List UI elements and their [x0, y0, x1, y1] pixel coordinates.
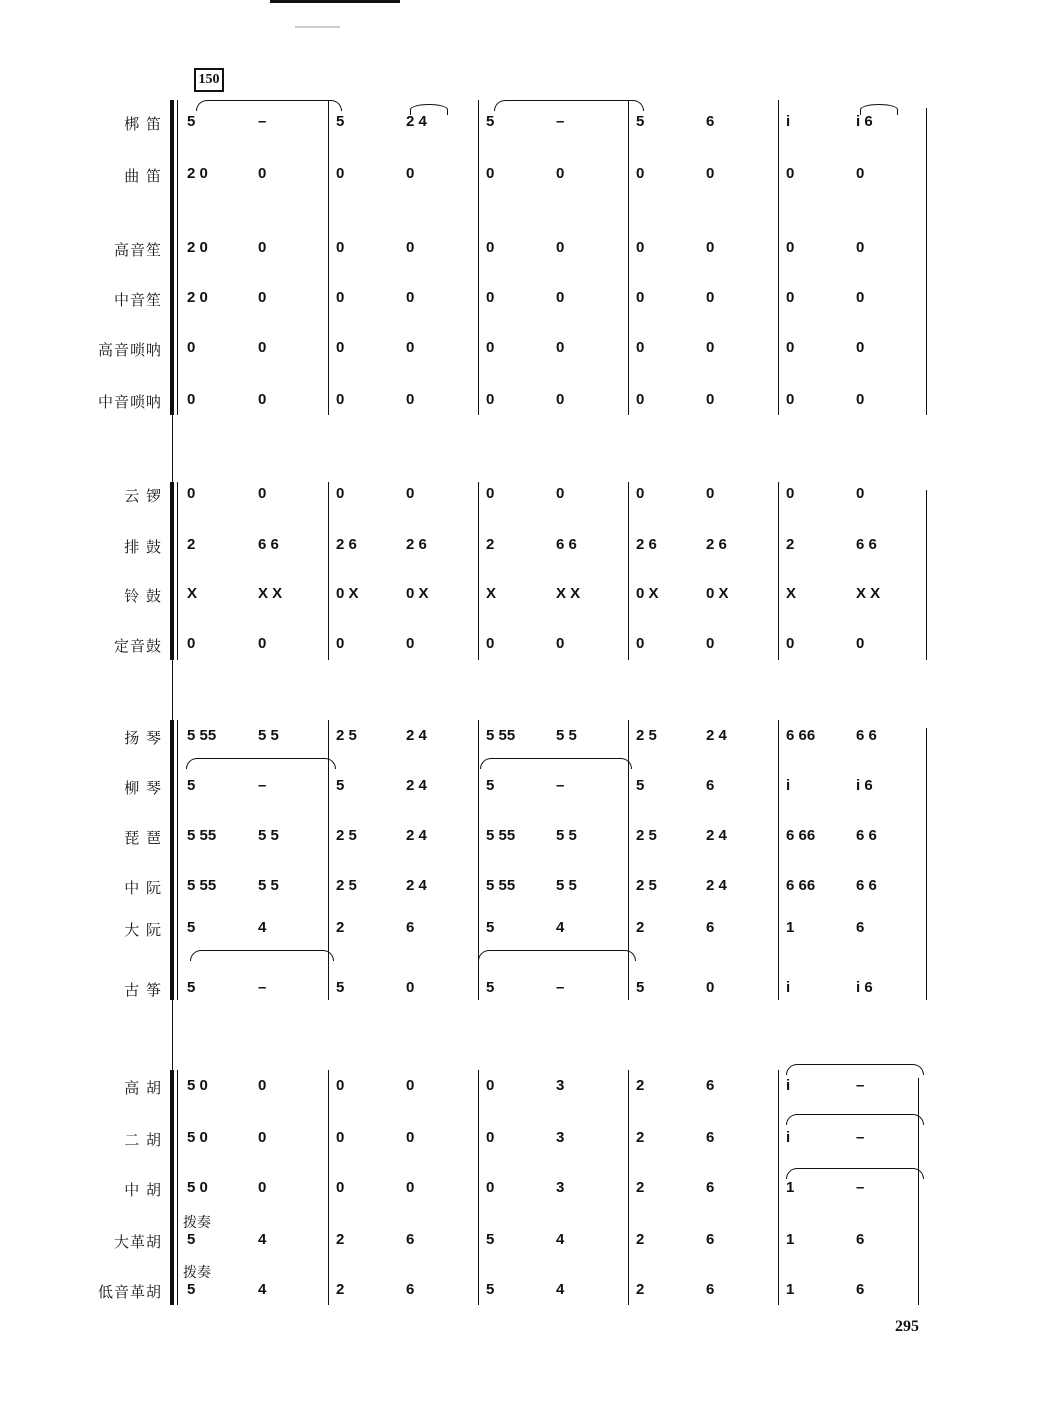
note-cell: 0	[706, 391, 715, 408]
note-cell: 5	[486, 919, 495, 936]
instrument-label: 曲 笛	[124, 167, 162, 185]
note-cell: 6 6	[556, 536, 577, 553]
note-cell: 0	[258, 165, 267, 182]
note-cell: 0	[636, 239, 645, 256]
note-cell: 0	[556, 239, 565, 256]
barline-end	[926, 490, 927, 660]
instrument-label: 柳 琴	[124, 779, 162, 797]
barline-end	[926, 108, 927, 415]
note-cell: 0	[486, 635, 495, 652]
note-cell: –	[856, 1179, 865, 1196]
note-cell: 0	[636, 289, 645, 306]
note-cell: 4	[258, 1281, 267, 1298]
note-cell: 6 66	[786, 727, 816, 744]
note-cell: 0	[636, 391, 645, 408]
note-cell: 2 5	[336, 727, 357, 744]
note-cell: X X	[856, 585, 881, 602]
note-cell: 0	[187, 391, 196, 408]
instrument-label: 高音笙	[113, 241, 162, 259]
note-cell: 0 X	[636, 585, 659, 602]
note-cell: 0	[636, 339, 645, 356]
note-cell: 0	[786, 165, 795, 182]
note-cell: 5 5	[556, 877, 577, 894]
note-cell: 6 6	[856, 536, 877, 553]
note-cell: 5	[336, 979, 345, 996]
note-cell: –	[556, 979, 565, 996]
note-cell: 6	[706, 1179, 715, 1196]
note-cell: 6	[706, 1129, 715, 1146]
note-cell: 0	[556, 165, 565, 182]
note-cell: 5 5	[258, 877, 279, 894]
instrument-label: 梆 笛	[124, 115, 162, 133]
note-cell: 0	[706, 339, 715, 356]
note-cell: 0	[706, 289, 715, 306]
note-cell: 5	[486, 1281, 495, 1298]
note-cell: i	[786, 1129, 791, 1146]
note-cell: 0	[258, 239, 267, 256]
note-cell: 0	[336, 635, 345, 652]
instrument-label: 低音革胡	[97, 1283, 162, 1301]
note-cell: 0	[187, 485, 196, 502]
note-cell: 6	[706, 919, 715, 936]
note-cell: 1	[786, 1231, 795, 1248]
barline	[328, 482, 329, 660]
note-cell: 2 4	[706, 827, 727, 844]
note-cell: 0	[486, 289, 495, 306]
note-cell: 0	[786, 391, 795, 408]
note-cell: –	[258, 777, 267, 794]
group-bracket-line	[177, 482, 178, 660]
instrument-label: 云 锣	[124, 487, 162, 505]
note-cell: 5	[636, 777, 645, 794]
slur-mark	[786, 1168, 924, 1179]
barline-end	[918, 1078, 919, 1305]
barline	[778, 1070, 779, 1305]
slur-mark	[190, 950, 334, 961]
note-cell: 0	[406, 1179, 415, 1196]
note-cell: 0	[336, 165, 345, 182]
note-cell: 5	[636, 113, 645, 130]
note-cell: 0	[406, 289, 415, 306]
instrument-label: 古 筝	[124, 981, 162, 999]
slur-mark	[196, 100, 342, 111]
note-cell: 3	[556, 1077, 565, 1094]
header-rule	[270, 0, 400, 3]
note-cell: 0	[258, 485, 267, 502]
group-bracket-line	[177, 720, 178, 1000]
note-cell: X X	[556, 585, 581, 602]
instrument-label: 高音唢呐	[97, 341, 162, 359]
note-cell: 0	[486, 1179, 495, 1196]
note-cell: 5	[187, 1281, 196, 1298]
instrument-label: 扬 琴	[124, 729, 162, 747]
note-cell: 5	[636, 979, 645, 996]
note-cell: 0	[486, 391, 495, 408]
note-cell: –	[258, 979, 267, 996]
note-cell: 0	[336, 1129, 345, 1146]
note-cell: 6 6	[856, 827, 877, 844]
note-cell: 0	[258, 1179, 267, 1196]
note-cell: 0	[258, 391, 267, 408]
note-cell: 5	[336, 777, 345, 794]
instrument-label: 铃 鼓	[124, 587, 162, 605]
note-cell: 0	[706, 979, 715, 996]
note-cell: 0	[187, 339, 196, 356]
note-cell: 0	[486, 1077, 495, 1094]
note-cell: 4	[258, 919, 267, 936]
note-cell: 6	[856, 1231, 865, 1248]
tie-mark	[860, 104, 898, 115]
note-cell: 0	[486, 339, 495, 356]
note-cell: 1	[786, 1179, 795, 1196]
note-cell: 0	[258, 1077, 267, 1094]
instrument-label: 中 阮	[124, 879, 162, 897]
note-cell: 0	[856, 289, 865, 306]
barline	[628, 1070, 629, 1305]
note-cell: 2	[636, 1231, 645, 1248]
note-cell: 6	[406, 1281, 415, 1298]
note-cell: 6	[706, 777, 715, 794]
note-cell: 5	[187, 1231, 196, 1248]
note-cell: 0	[856, 165, 865, 182]
note-cell: 5	[187, 919, 196, 936]
note-cell: 0	[336, 485, 345, 502]
note-cell: –	[856, 1077, 865, 1094]
note-cell: 6 66	[786, 877, 816, 894]
note-cell: 0	[486, 165, 495, 182]
note-cell: 0 X	[406, 585, 429, 602]
note-cell: 2 6	[406, 536, 427, 553]
note-cell: 2 4	[406, 777, 427, 794]
note-cell: X	[187, 585, 198, 602]
note-cell: 2 0	[187, 165, 208, 182]
note-cell: –	[556, 777, 565, 794]
note-cell: 2 0	[187, 289, 208, 306]
slur-mark	[478, 950, 636, 961]
note-cell: 0 X	[706, 585, 729, 602]
note-cell: 0	[786, 289, 795, 306]
note-cell: 5	[486, 777, 495, 794]
note-cell: 4	[258, 1231, 267, 1248]
note-cell: 2	[336, 1281, 345, 1298]
group-bracket	[170, 100, 174, 415]
note-cell: i	[786, 979, 791, 996]
note-cell: 0	[636, 485, 645, 502]
note-cell: 0	[486, 239, 495, 256]
note-cell: 0	[556, 339, 565, 356]
note-cell: 5	[486, 1231, 495, 1248]
slur-mark	[786, 1064, 924, 1075]
note-cell: 0	[636, 635, 645, 652]
note-cell: 4	[556, 919, 565, 936]
note-cell: 4	[556, 1231, 565, 1248]
note-cell: 5 5	[556, 727, 577, 744]
note-cell: 5 5	[556, 827, 577, 844]
scan-smudge	[295, 26, 340, 28]
note-cell: 2	[636, 1129, 645, 1146]
slur-mark	[480, 758, 632, 769]
note-cell: 0	[706, 635, 715, 652]
note-cell: 6 6	[856, 727, 877, 744]
note-cell: 0	[336, 1077, 345, 1094]
barline	[628, 482, 629, 660]
note-cell: 5 0	[187, 1129, 208, 1146]
note-cell: i	[786, 777, 791, 794]
note-cell: 6	[856, 1281, 865, 1298]
note-cell: 5 5	[258, 727, 279, 744]
note-cell: X X	[258, 585, 283, 602]
note-cell: 0	[856, 485, 865, 502]
instrument-label: 琵 琶	[124, 829, 162, 847]
note-cell: 5	[187, 777, 196, 794]
note-cell: 2 0	[187, 239, 208, 256]
pizzicato-label: 拨奏	[183, 1265, 211, 1281]
instrument-label: 中音唢呐	[97, 393, 162, 411]
note-cell: –	[258, 113, 267, 130]
slur-mark	[186, 758, 336, 769]
note-cell: 0	[706, 485, 715, 502]
barline	[778, 720, 779, 1000]
note-cell: 5 5	[258, 827, 279, 844]
note-cell: 2 5	[336, 877, 357, 894]
note-cell: 2 5	[636, 827, 657, 844]
note-cell: 0	[486, 485, 495, 502]
note-cell: 2	[786, 536, 795, 553]
barline	[478, 482, 479, 660]
note-cell: 2	[636, 919, 645, 936]
pizzicato-label: 拨奏	[183, 1215, 211, 1231]
barline	[778, 482, 779, 660]
note-cell: 0	[187, 635, 196, 652]
note-cell: 5	[486, 979, 495, 996]
note-cell: 0	[406, 635, 415, 652]
note-cell: 6	[406, 1231, 415, 1248]
note-cell: 5	[486, 113, 495, 130]
note-cell: i 6	[856, 777, 873, 794]
note-cell: 5	[187, 979, 196, 996]
note-cell: 6	[706, 1281, 715, 1298]
note-cell: 0	[636, 165, 645, 182]
instrument-label: 排 鼓	[124, 538, 162, 556]
instrument-label: 定音鼓	[113, 637, 162, 655]
barline	[478, 100, 479, 415]
barline	[478, 1070, 479, 1305]
note-cell: 0	[486, 1129, 495, 1146]
note-cell: 2	[486, 536, 495, 553]
note-cell: 5 55	[486, 877, 516, 894]
instrument-label: 中音笙	[113, 291, 162, 309]
note-cell: 2	[636, 1281, 645, 1298]
note-cell: 2 4	[406, 877, 427, 894]
note-cell: 2	[187, 536, 196, 553]
note-cell: 2	[336, 919, 345, 936]
note-cell: 0	[406, 339, 415, 356]
note-cell: i 6	[856, 979, 873, 996]
note-cell: 2	[336, 1231, 345, 1248]
note-cell: 5	[187, 113, 196, 130]
note-cell: 0	[856, 239, 865, 256]
note-cell: 2 4	[406, 727, 427, 744]
note-cell: 2 6	[636, 536, 657, 553]
note-cell: 6	[706, 113, 715, 130]
note-cell: 1	[786, 1281, 795, 1298]
note-cell: i	[786, 113, 791, 130]
note-cell: 0	[556, 289, 565, 306]
group-bracket	[170, 1070, 174, 1305]
note-cell: 2 4	[406, 113, 427, 130]
note-cell: 2 6	[706, 536, 727, 553]
note-cell: 0	[706, 239, 715, 256]
note-cell: 6 66	[786, 827, 816, 844]
note-cell: 0	[556, 391, 565, 408]
note-cell: 5 55	[486, 827, 516, 844]
note-cell: 2 4	[706, 727, 727, 744]
rehearsal-mark: 150	[194, 68, 224, 92]
note-cell: 6	[856, 919, 865, 936]
note-cell: i	[786, 1077, 791, 1094]
note-cell: 6 6	[258, 536, 279, 553]
note-cell: 6 6	[856, 877, 877, 894]
note-cell: 0	[336, 1179, 345, 1196]
note-cell: 0	[856, 339, 865, 356]
barline	[328, 1070, 329, 1305]
note-cell: 0 X	[336, 585, 359, 602]
note-cell: 2	[636, 1077, 645, 1094]
note-cell: 0	[786, 339, 795, 356]
system-line	[172, 415, 173, 1070]
note-cell: X	[486, 585, 497, 602]
note-cell: 1	[786, 919, 795, 936]
note-cell: –	[556, 113, 565, 130]
note-cell: i 6	[856, 113, 873, 130]
note-cell: 0	[786, 485, 795, 502]
note-cell: 0	[336, 239, 345, 256]
note-cell: 0	[406, 239, 415, 256]
note-cell: –	[856, 1129, 865, 1146]
note-cell: 0	[856, 391, 865, 408]
instrument-label: 大 阮	[124, 921, 162, 939]
note-cell: 6	[706, 1077, 715, 1094]
note-cell: 2	[636, 1179, 645, 1196]
note-cell: 0	[786, 635, 795, 652]
note-cell: 0	[406, 165, 415, 182]
note-cell: 0	[406, 1129, 415, 1146]
note-cell: 0	[406, 1077, 415, 1094]
instrument-label: 大革胡	[113, 1233, 162, 1251]
note-cell: 0	[406, 979, 415, 996]
note-cell: 6	[406, 919, 415, 936]
group-bracket-line	[177, 1070, 178, 1305]
barline	[328, 100, 329, 415]
note-cell: 4	[556, 1281, 565, 1298]
note-cell: 0	[406, 485, 415, 502]
instrument-label: 中 胡	[124, 1181, 162, 1199]
note-cell: 5 0	[187, 1179, 208, 1196]
note-cell: 3	[556, 1179, 565, 1196]
group-bracket-line	[177, 100, 178, 415]
note-cell: 0	[856, 635, 865, 652]
tie-mark	[410, 104, 448, 115]
page-number: 295	[895, 1318, 919, 1335]
note-cell: 0	[706, 165, 715, 182]
note-cell: 0	[336, 391, 345, 408]
note-cell: 0	[406, 391, 415, 408]
note-cell: 2 4	[706, 877, 727, 894]
note-cell: 0	[556, 635, 565, 652]
note-cell: 5 55	[486, 727, 516, 744]
note-cell: 5 55	[187, 827, 217, 844]
note-cell: 0	[258, 289, 267, 306]
note-cell: 5 0	[187, 1077, 208, 1094]
note-cell: 0	[336, 339, 345, 356]
slur-mark	[786, 1114, 924, 1125]
note-cell: 5	[336, 113, 345, 130]
note-cell: 5 55	[187, 877, 217, 894]
note-cell: 0	[258, 635, 267, 652]
note-cell: 2 5	[636, 727, 657, 744]
slur-mark	[494, 100, 644, 111]
note-cell: 2 5	[636, 877, 657, 894]
barline	[778, 100, 779, 415]
note-cell: 2 5	[336, 827, 357, 844]
barline	[628, 100, 629, 415]
note-cell: 0	[786, 239, 795, 256]
note-cell: 6	[706, 1231, 715, 1248]
note-cell: 5 55	[187, 727, 217, 744]
note-cell: 0	[336, 289, 345, 306]
note-cell: 0	[556, 485, 565, 502]
instrument-label: 二 胡	[124, 1131, 162, 1149]
note-cell: 2 6	[336, 536, 357, 553]
instrument-label: 高 胡	[124, 1079, 162, 1097]
note-cell: X	[786, 585, 797, 602]
barline-end	[926, 728, 927, 1000]
note-cell: 0	[258, 1129, 267, 1146]
note-cell: 0	[258, 339, 267, 356]
note-cell: 3	[556, 1129, 565, 1146]
note-cell: 2 4	[406, 827, 427, 844]
